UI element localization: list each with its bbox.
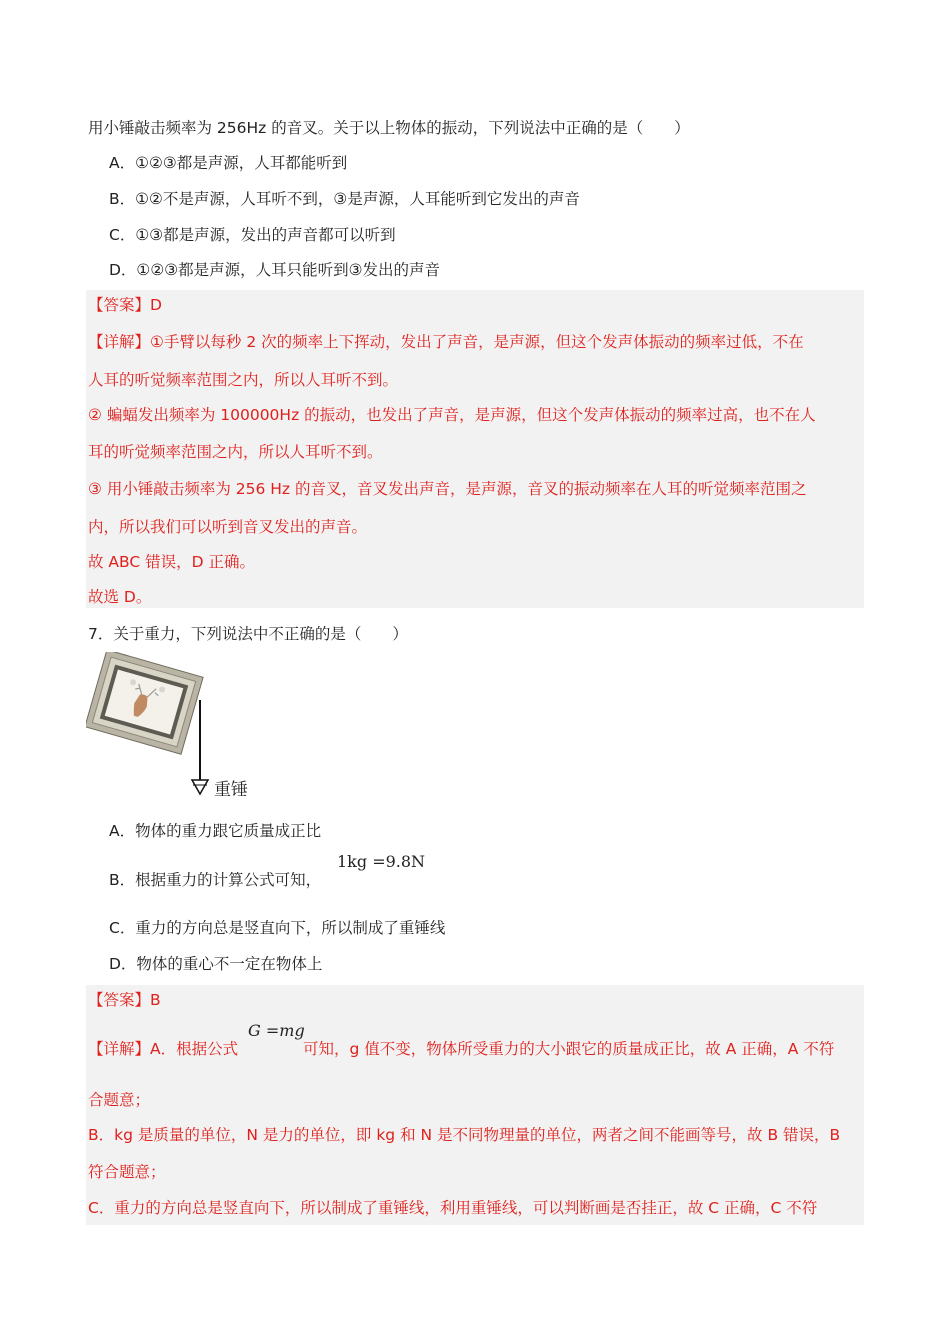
q6-stem: 用小锤敲击频率为 256Hz 的音叉。关于以上物体的振动，下列说法中正确的是（ ） [88,119,690,137]
q6-detail-line-3: ② 蝙蝠发出频率为 100000Hz 的振动，也发出了声音，是声源，但这个发声体振动的频率过高，也不在人 [88,406,816,424]
q6-answer: 【答案】D [88,296,162,314]
q6-answer-box [86,290,864,608]
q6-option-c: C．①③都是声源，发出的声音都可以听到 [109,226,396,244]
q6-detail-line-2: 人耳的听觉频率范围之内，所以人耳听不到。 [88,371,399,389]
q7-option-a: A．物体的重力跟它质量成正比 [109,822,322,840]
q7-detail-line-2: B．kg 是质量的单位，N 是力的单位，即 kg 和 N 是不同物理量的单位，两者之间不能画等号，故 B 错误，B [88,1126,841,1144]
q6-detail-line-1: 【详解】①手臂以每秒 2 次的频率上下挥动，发出了声音，是声源，但这个发声体振动的频率过低，不在 [88,333,804,351]
q6-detail-line-5: ③ 用小锤敲击频率为 256 Hz 的音叉，音叉发出声音，是声源，音叉的振动频率在人耳的听觉频率范围之 [88,480,807,498]
q6-detail-line-6: 内，所以我们可以听到音叉发出的声音。 [88,518,368,536]
q7-detail-line-1: 合题意； [88,1091,151,1109]
q7-detail-formula: G =mg [248,1021,305,1040]
q7-option-d: D．物体的重心不一定在物体上 [109,955,323,973]
q7-detail-line-3: 符合题意； [88,1163,166,1181]
q7-detail-line-4: C．重力的方向总是竖直向下，所以制成了重锤线，利用重锤线，可以判断画是否挂正，故 C 正确，C 不符 [88,1199,818,1217]
q6-detail-line-7: 故 ABC 错误，D 正确。 [88,553,256,571]
q7-detail-a-suffix: 可知，g 值不变，物体所受重力的大小跟它的质量成正比，故 A 正确，A 不符 [303,1040,835,1058]
q7-figure [86,652,266,804]
plumb-bob-label: 重锤 [214,780,248,800]
q7-stem: 7．关于重力，下列说法中不正确的是（ ） [88,625,408,643]
q6-option-a: A．①②③都是声源，人耳都能听到 [109,154,348,172]
q6-detail-line-4: 耳的听觉频率范围之内，所以人耳听不到。 [88,443,383,461]
q6-option-d: D．①②③都是声源，人耳只能听到③发出的声音 [109,261,441,279]
q7-answer-box [86,985,864,1225]
q7-detail-a-prefix: 【详解】A．根据公式 [88,1040,239,1058]
q7-answer: 【答案】B [88,991,161,1009]
q6-detail-line-8: 故选 D。 [88,588,152,606]
q7-option-b: B．根据重力的计算公式可知， [109,871,322,889]
q7-option-b-formula: 1kg =9.8N [337,852,426,871]
q7-option-c: C．重力的方向总是竖直向下，所以制成了重锤线 [109,919,446,937]
q6-option-b: B．①②不是声源，人耳听不到，③是声源，人耳能听到它发出的声音 [109,190,580,208]
